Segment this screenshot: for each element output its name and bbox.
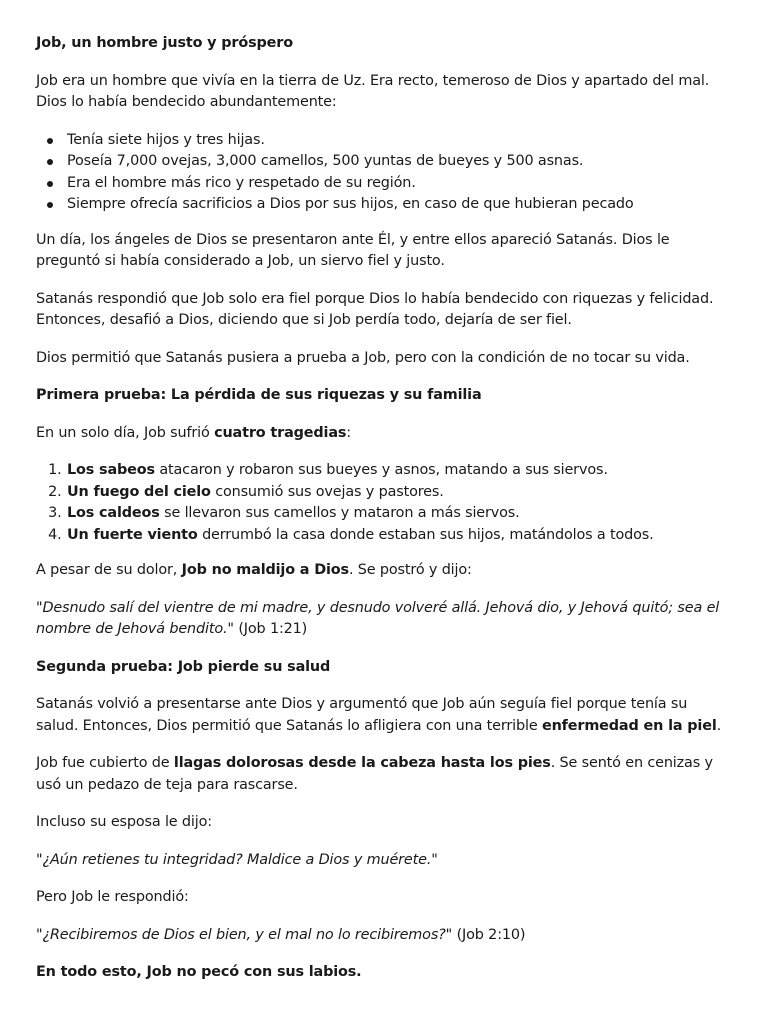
- text-run: A pesar de su dolor,: [36, 562, 182, 578]
- quote-text: "Desnudo salí del vientre de mi madre, y desnudo volveré allá. Jehová dio, y Jehová quitó; sea el nombre de Jehová bendito.": [36, 599, 720, 637]
- bold-text: Job no maldijo a Dios: [181, 562, 349, 578]
- list-item: Siempre ofrecía sacrificios a Dios por sus hijos, en caso de que hubieran pecado: [66, 194, 732, 216]
- sores-paragraph: [36, 753, 732, 796]
- permission-paragraph: Dios permitió que Satanás pusiera a prueba a Job, pero con la condición de no tocar su vida.: [36, 349, 690, 366]
- bold-text: cuatro tragedias: [214, 424, 347, 441]
- health-paragraph: [36, 694, 732, 737]
- text-run: .: [716, 717, 722, 734]
- list-item: [66, 503, 732, 525]
- text-run: En un solo día, Job sufrió: [36, 424, 215, 441]
- bold-text: enfermedad en la piel: [541, 717, 717, 734]
- list-item: Era el hombre más rico y respetado de su región.: [66, 173, 732, 195]
- reply-paragraph: Pero Job le respondió:: [36, 889, 189, 905]
- text-run: atacaron y robaron sus bueyes y asnos, matando a sus siervos.: [154, 462, 608, 478]
- angels-paragraph: Un día, los ángeles de Dios se presentaron ante Él, y entre ellos apareció Satanás. Dios le preguntó si había considerado a Job, un siervo fiel y justo.: [36, 231, 670, 269]
- text-run: se llevaron sus camellos y mataron a más siervos.: [159, 505, 520, 521]
- tragedies-intro: [36, 423, 732, 445]
- text-run: . Se postró y dijo:: [348, 562, 472, 578]
- bold-text: Un fuerte viento: [67, 526, 198, 543]
- text-run: Satanás volvió a presentarse ante Dios y argumentó que Job aún seguía fiel porque tenía su salud. Entonces, Dios permitió que Satanás lo afligiera con una terrible: [36, 696, 688, 734]
- text-run: :: [346, 424, 351, 441]
- verse-reference: (Job 1:21): [233, 621, 308, 637]
- bold-text: Los sabeos: [67, 462, 155, 478]
- quote-text: "¿Recibiremos de Dios el bien, y el mal no lo recibiremos?": [36, 926, 453, 943]
- blessings-list: [36, 130, 732, 216]
- text-run: . Se sentó en cenizas y usó un pedazo de teja para rascarse.: [36, 755, 713, 793]
- list-item: [66, 525, 732, 547]
- intro-paragraph: Job era un hombre que vivía en la tierra de Uz. Era recto, temeroso de Dios y apartado del mal. Dios lo había bendecido abundantemente:: [36, 72, 710, 110]
- list-item: Poseía 7,000 ovejas, 3,000 camellos, 500 yuntas de bueyes y 500 asnas.: [66, 151, 732, 173]
- document-title: Job, un hombre justo y próspero: [36, 35, 293, 51]
- text-run: derrumbó la casa donde estaban sus hijos, matándolos a todos.: [197, 526, 654, 543]
- satan-paragraph: Satanás respondió que Job solo era fiel porque Dios lo había bendecido con riquezas y felicidad. Entonces, desafió a Dios, diciendo que si Job perdía todo, dejaría de ser fiel.: [36, 290, 714, 328]
- quote-text: "¿Aún retienes tu integridad? Maldice a Dios y muérete.": [36, 851, 438, 868]
- text-run: Job fue cubierto de: [36, 755, 174, 771]
- quote-job-1-21: [36, 598, 732, 641]
- second-trial-heading: Segunda prueba: Job pierde su salud: [36, 658, 331, 675]
- verse-reference: (Job 2:10): [452, 926, 526, 943]
- bold-text: llagas dolorosas desde la cabeza hasta los pies: [173, 755, 551, 771]
- first-trial-heading: Primera prueba: La pérdida de sus riquezas y su familia: [36, 387, 482, 403]
- text-run: consumió sus ovejas y pastores.: [210, 483, 444, 500]
- quote-job-2-10: [36, 925, 732, 947]
- tragedies-list: [36, 460, 732, 546]
- list-item: [66, 460, 732, 482]
- wife-paragraph: Incluso su esposa le dijo:: [36, 814, 212, 830]
- list-item: Tenía siete hijos y tres hijas.: [66, 130, 732, 152]
- wife-quote: [36, 850, 732, 872]
- closing-statement: En todo esto, Job no pecó con sus labios.: [36, 964, 362, 980]
- despite-paragraph: [36, 560, 732, 582]
- list-item: [66, 482, 732, 504]
- bold-text: Los caldeos: [67, 505, 160, 521]
- bold-text: Un fuego del cielo: [67, 483, 211, 500]
